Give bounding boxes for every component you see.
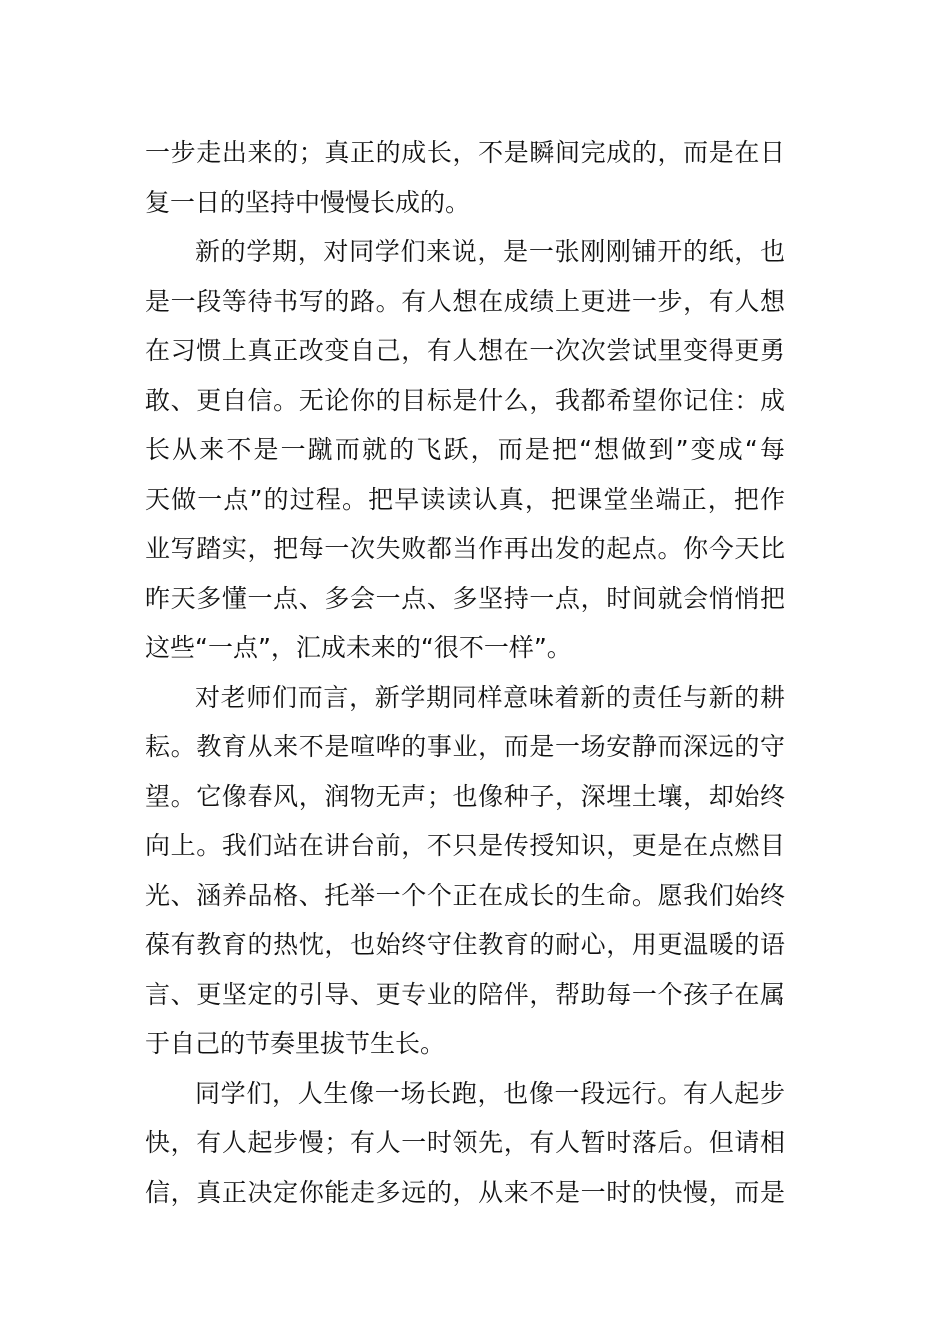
paragraph-2-line-3: 在习惯上真正改变自己，有人想在一次次尝试里变得更勇 — [145, 336, 785, 365]
paragraph-1-line-1: 一步走出来的；真正的成长，不是瞬间完成的，而是在日 — [145, 138, 785, 167]
paragraph-3-line-4: 向上。我们站在讲台前，不只是传授知识，更是在点燃目 — [145, 831, 785, 860]
paragraph-2-line-4: 敢、更自信。无论你的目标是什么，我都希望你记住：成 — [145, 385, 785, 415]
paragraph-3-line-8: 于自己的节奏里拔节生长。 — [145, 1029, 446, 1058]
paragraph-3-line-7: 言、更坚定的引导、更专业的陪伴，帮助每一个孩子在属 — [145, 979, 785, 1009]
paragraph-1-line-2: 复一日的坚持中慢慢长成的。 — [145, 187, 471, 217]
paragraph-3-line-3: 望。它像春风，润物无声；也像种子，深埋土壤，却始终 — [145, 781, 785, 811]
paragraph-4-line-1: 同学们，人生像一场长跑，也像一段远行。有人起步 — [195, 1078, 785, 1108]
paragraph-2-line-9: 这些“一点”，汇成未来的“很不一样”。 — [145, 633, 572, 662]
paragraph-2-line-1: 新的学期，对同学们来说，是一张刚刚铺开的纸，也 — [195, 237, 785, 266]
paragraph-2-line-7: 业写踏实，把每一次失败都当作再出发的起点。你今天比 — [145, 534, 785, 563]
document-body — [145, 128, 785, 1217]
paragraph-4-line-2: 快，有人起步慢；有人一时领先，有人暂时落后。但请相 — [145, 1128, 785, 1157]
paragraph-4-line-3: 信，真正决定你能走多远的，从来不是一时的快慢，而是 — [145, 1177, 785, 1207]
paragraph-3-line-6: 葆有教育的热忱，也始终守住教育的耐心，用更温暖的语 — [145, 930, 785, 959]
paragraph-2-line-8: 昨天多懂一点、多会一点、多坚持一点，时间就会悄悄把 — [145, 583, 785, 613]
paragraph-3-line-1: 对老师们而言，新学期同样意味着新的责任与新的耕 — [195, 682, 785, 712]
paragraph-2-line-6: 天做一点”的过程。把早读读认真，把课堂坐端正，把作 — [145, 484, 785, 514]
paragraph-2-line-2: 是一段等待书写的路。有人想在成绩上更进一步，有人想 — [145, 286, 785, 316]
paragraph-3-line-5: 光、涵养品格、托举一个个正在成长的生命。愿我们始终 — [145, 880, 785, 910]
paragraph-3-line-2: 耘。教育从来不是喧哗的事业，而是一场安静而深远的守 — [145, 732, 785, 761]
paragraph-2-line-5: 长从来不是一蹴而就的飞跃，而是把“想做到”变成“每 — [145, 435, 785, 464]
